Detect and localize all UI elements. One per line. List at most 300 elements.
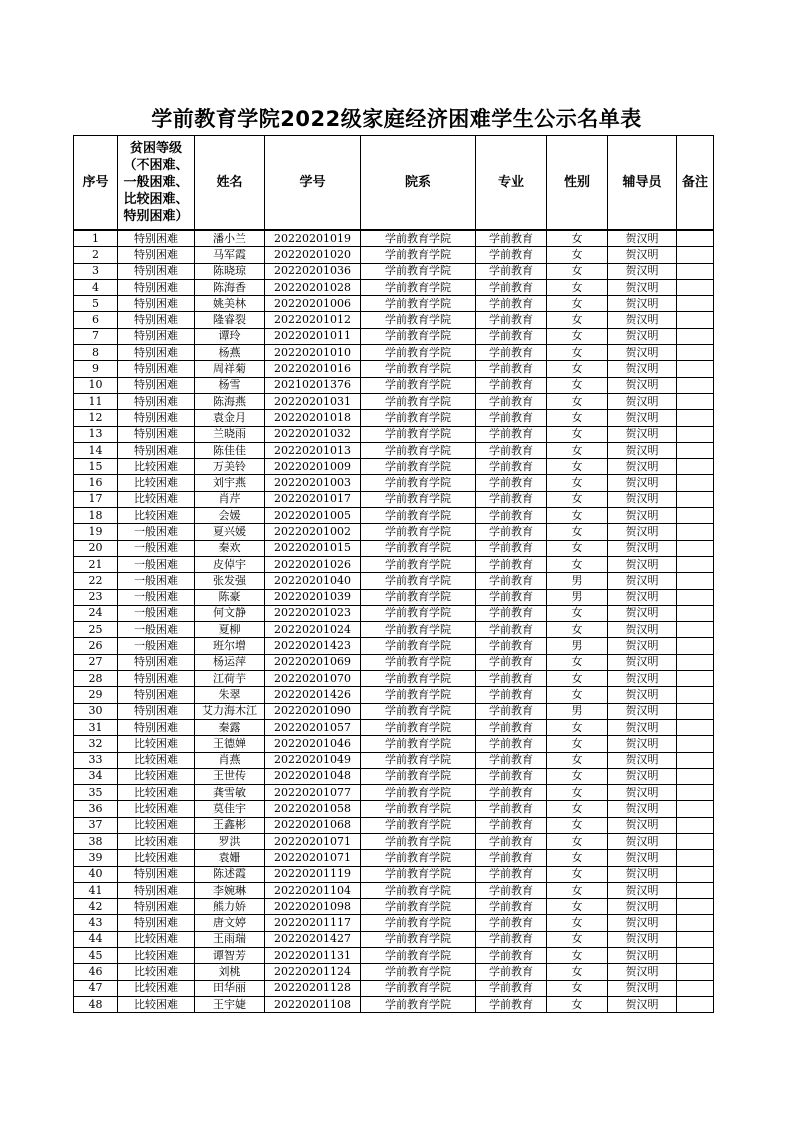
cell-name: 袁金月	[195, 410, 265, 426]
cell-department: 学前教育学院	[361, 785, 476, 801]
cell-poverty-level: 比较困难	[118, 996, 195, 1012]
cell-index: 17	[74, 491, 118, 507]
table-row	[74, 524, 714, 540]
cell-major: 学前教育	[476, 377, 547, 393]
header-index: 序号	[74, 136, 118, 231]
table-row	[74, 508, 714, 524]
cell-counselor: 贺汉明	[608, 573, 677, 589]
cell-student-id: 20220201108	[265, 996, 361, 1012]
table-row	[74, 719, 714, 735]
cell-student-id: 20220201128	[265, 980, 361, 996]
cell-major: 学前教育	[476, 540, 547, 556]
cell-remarks	[677, 622, 714, 638]
table-row	[74, 654, 714, 670]
document-title: 学前教育学院2022级家庭经济困难学生公示名单表	[151, 107, 642, 131]
cell-name: 潘小兰	[195, 230, 265, 247]
cell-poverty-level: 特别困难	[118, 426, 195, 442]
cell-remarks	[677, 687, 714, 703]
cell-gender: 女	[547, 475, 608, 491]
cell-major: 学前教育	[476, 752, 547, 768]
cell-department: 学前教育学院	[361, 589, 476, 605]
cell-name: 王宇婕	[195, 996, 265, 1012]
table-row	[74, 491, 714, 507]
cell-department: 学前教育学院	[361, 980, 476, 996]
cell-poverty-level: 特别困难	[118, 719, 195, 735]
table-row	[74, 279, 714, 295]
cell-student-id: 20220201010	[265, 345, 361, 361]
cell-remarks	[677, 996, 714, 1012]
cell-counselor: 贺汉明	[608, 459, 677, 475]
cell-remarks	[677, 801, 714, 817]
cell-student-id: 20220201104	[265, 882, 361, 898]
cell-poverty-level: 一般困难	[118, 622, 195, 638]
cell-index: 8	[74, 345, 118, 361]
cell-major: 学前教育	[476, 279, 547, 295]
cell-remarks	[677, 948, 714, 964]
cell-major: 学前教育	[476, 817, 547, 833]
cell-department: 学前教育学院	[361, 410, 476, 426]
cell-gender: 女	[547, 524, 608, 540]
cell-student-id: 20210201376	[265, 377, 361, 393]
cell-major: 学前教育	[476, 459, 547, 475]
cell-counselor: 贺汉明	[608, 312, 677, 328]
cell-index: 2	[74, 247, 118, 263]
cell-gender: 女	[547, 752, 608, 768]
header-remarks: 备注	[677, 136, 714, 231]
cell-counselor: 贺汉明	[608, 247, 677, 263]
cell-department: 学前教育学院	[361, 296, 476, 312]
cell-major: 学前教育	[476, 703, 547, 719]
cell-student-id: 20220201068	[265, 817, 361, 833]
cell-counselor: 贺汉明	[608, 687, 677, 703]
cell-student-id: 20220201018	[265, 410, 361, 426]
cell-index: 11	[74, 393, 118, 409]
cell-department: 学前教育学院	[361, 491, 476, 507]
cell-index: 23	[74, 589, 118, 605]
cell-counselor: 贺汉明	[608, 801, 677, 817]
cell-major: 学前教育	[476, 491, 547, 507]
cell-major: 学前教育	[476, 931, 547, 947]
cell-name: 刘桃	[195, 964, 265, 980]
cell-name: 杨运萍	[195, 654, 265, 670]
cell-student-id: 20220201426	[265, 687, 361, 703]
table-row	[74, 540, 714, 556]
cell-index: 13	[74, 426, 118, 442]
cell-remarks	[677, 736, 714, 752]
cell-gender: 女	[547, 817, 608, 833]
cell-gender: 女	[547, 736, 608, 752]
cell-counselor: 贺汉明	[608, 296, 677, 312]
cell-student-id: 20220201026	[265, 556, 361, 572]
cell-department: 学前教育学院	[361, 768, 476, 784]
cell-poverty-level: 特别困难	[118, 882, 195, 898]
cell-gender: 男	[547, 703, 608, 719]
header-major: 专业	[476, 136, 547, 231]
table-row	[74, 703, 714, 719]
cell-counselor: 贺汉明	[608, 931, 677, 947]
cell-student-id: 20220201117	[265, 915, 361, 931]
cell-name: 熊力娇	[195, 899, 265, 915]
cell-counselor: 贺汉明	[608, 850, 677, 866]
cell-poverty-level: 一般困难	[118, 524, 195, 540]
cell-counselor: 贺汉明	[608, 996, 677, 1012]
cell-gender: 女	[547, 410, 608, 426]
cell-index: 39	[74, 850, 118, 866]
cell-gender: 女	[547, 540, 608, 556]
cell-remarks	[677, 312, 714, 328]
cell-student-id: 20220201032	[265, 426, 361, 442]
cell-major: 学前教育	[476, 996, 547, 1012]
cell-student-id: 20220201423	[265, 638, 361, 654]
cell-poverty-level: 特别困难	[118, 915, 195, 931]
cell-poverty-level: 比较困难	[118, 833, 195, 849]
cell-department: 学前教育学院	[361, 817, 476, 833]
cell-name: 肖燕	[195, 752, 265, 768]
table-row	[74, 931, 714, 947]
cell-poverty-level: 一般困难	[118, 638, 195, 654]
cell-poverty-level: 比较困难	[118, 964, 195, 980]
cell-student-id: 20220201005	[265, 508, 361, 524]
cell-department: 学前教育学院	[361, 850, 476, 866]
cell-department: 学前教育学院	[361, 442, 476, 458]
cell-gender: 女	[547, 426, 608, 442]
cell-poverty-level: 特别困难	[118, 687, 195, 703]
cell-index: 21	[74, 556, 118, 572]
cell-counselor: 贺汉明	[608, 736, 677, 752]
cell-major: 学前教育	[476, 964, 547, 980]
table-row	[74, 230, 714, 247]
cell-gender: 女	[547, 377, 608, 393]
cell-poverty-level: 特别困难	[118, 377, 195, 393]
cell-remarks	[677, 556, 714, 572]
cell-poverty-level: 特别困难	[118, 247, 195, 263]
cell-name: 秦欢	[195, 540, 265, 556]
cell-poverty-level: 特别困难	[118, 442, 195, 458]
cell-counselor: 贺汉明	[608, 719, 677, 735]
cell-department: 学前教育学院	[361, 247, 476, 263]
cell-major: 学前教育	[476, 915, 547, 931]
cell-poverty-level: 一般困难	[118, 573, 195, 589]
cell-index: 33	[74, 752, 118, 768]
cell-gender: 女	[547, 328, 608, 344]
cell-department: 学前教育学院	[361, 230, 476, 247]
cell-gender: 女	[547, 345, 608, 361]
cell-index: 3	[74, 263, 118, 279]
table-row	[74, 752, 714, 768]
cell-index: 24	[74, 605, 118, 621]
cell-index: 10	[74, 377, 118, 393]
cell-name: 杨雪	[195, 377, 265, 393]
cell-major: 学前教育	[476, 589, 547, 605]
table-row	[74, 459, 714, 475]
cell-major: 学前教育	[476, 768, 547, 784]
cell-department: 学前教育学院	[361, 328, 476, 344]
cell-gender: 女	[547, 850, 608, 866]
cell-gender: 女	[547, 996, 608, 1012]
cell-counselor: 贺汉明	[608, 964, 677, 980]
cell-department: 学前教育学院	[361, 752, 476, 768]
table-row	[74, 393, 714, 409]
cell-poverty-level: 特别困难	[118, 328, 195, 344]
cell-gender: 女	[547, 964, 608, 980]
table-row	[74, 882, 714, 898]
cell-major: 学前教育	[476, 850, 547, 866]
table-row	[74, 850, 714, 866]
cell-gender: 女	[547, 296, 608, 312]
cell-student-id: 20220201013	[265, 442, 361, 458]
cell-remarks	[677, 377, 714, 393]
table-row	[74, 768, 714, 784]
cell-index: 43	[74, 915, 118, 931]
header-gender: 性别	[547, 136, 608, 231]
table-row	[74, 996, 714, 1012]
cell-major: 学前教育	[476, 393, 547, 409]
cell-poverty-level: 比较困难	[118, 459, 195, 475]
cell-remarks	[677, 671, 714, 687]
cell-counselor: 贺汉明	[608, 671, 677, 687]
cell-name: 兰晓雨	[195, 426, 265, 442]
cell-gender: 女	[547, 605, 608, 621]
cell-poverty-level: 特别困难	[118, 361, 195, 377]
table-row	[74, 377, 714, 393]
header-poverty-level: 贫困等级 （不困难、 一般困难、 比较困难、 特别困难）	[118, 136, 195, 231]
cell-major: 学前教育	[476, 361, 547, 377]
cell-remarks	[677, 703, 714, 719]
cell-department: 学前教育学院	[361, 654, 476, 670]
cell-counselor: 贺汉明	[608, 948, 677, 964]
cell-poverty-level: 特别困难	[118, 410, 195, 426]
cell-index: 42	[74, 899, 118, 915]
cell-remarks	[677, 866, 714, 882]
cell-name: 江荷芋	[195, 671, 265, 687]
cell-name: 王雨瑞	[195, 931, 265, 947]
cell-name: 李婉琳	[195, 882, 265, 898]
cell-student-id: 20220201071	[265, 850, 361, 866]
table-row	[74, 948, 714, 964]
cell-poverty-level: 一般困难	[118, 556, 195, 572]
cell-gender: 女	[547, 687, 608, 703]
cell-counselor: 贺汉明	[608, 491, 677, 507]
cell-name: 陈海香	[195, 279, 265, 295]
cell-remarks	[677, 850, 714, 866]
cell-name: 刘宇燕	[195, 475, 265, 491]
cell-student-id: 20220201040	[265, 573, 361, 589]
cell-counselor: 贺汉明	[608, 475, 677, 491]
cell-major: 学前教育	[476, 833, 547, 849]
cell-department: 学前教育学院	[361, 964, 476, 980]
cell-gender: 女	[547, 671, 608, 687]
cell-counselor: 贺汉明	[608, 605, 677, 621]
cell-student-id: 20220201036	[265, 263, 361, 279]
cell-name: 杨燕	[195, 345, 265, 361]
cell-department: 学前教育学院	[361, 703, 476, 719]
table-row	[74, 573, 714, 589]
cell-counselor: 贺汉明	[608, 540, 677, 556]
cell-student-id: 20220201039	[265, 589, 361, 605]
cell-poverty-level: 比较困难	[118, 475, 195, 491]
cell-remarks	[677, 752, 714, 768]
cell-index: 19	[74, 524, 118, 540]
cell-department: 学前教育学院	[361, 279, 476, 295]
cell-index: 48	[74, 996, 118, 1012]
cell-poverty-level: 特别困难	[118, 654, 195, 670]
cell-gender: 女	[547, 491, 608, 507]
cell-index: 30	[74, 703, 118, 719]
cell-counselor: 贺汉明	[608, 442, 677, 458]
cell-remarks	[677, 833, 714, 849]
cell-student-id: 20220201012	[265, 312, 361, 328]
cell-department: 学前教育学院	[361, 605, 476, 621]
cell-index: 34	[74, 768, 118, 784]
cell-major: 学前教育	[476, 556, 547, 572]
cell-name: 陈海燕	[195, 393, 265, 409]
cell-remarks	[677, 638, 714, 654]
cell-counselor: 贺汉明	[608, 899, 677, 915]
cell-department: 学前教育学院	[361, 622, 476, 638]
cell-department: 学前教育学院	[361, 882, 476, 898]
cell-name: 隆睿裂	[195, 312, 265, 328]
cell-name: 夏柳	[195, 622, 265, 638]
cell-student-id: 20220201031	[265, 393, 361, 409]
cell-name: 唐文婷	[195, 915, 265, 931]
cell-poverty-level: 比较困难	[118, 850, 195, 866]
cell-gender: 女	[547, 230, 608, 247]
cell-remarks	[677, 899, 714, 915]
cell-counselor: 贺汉明	[608, 768, 677, 784]
cell-remarks	[677, 540, 714, 556]
cell-index: 7	[74, 328, 118, 344]
cell-name: 王德婵	[195, 736, 265, 752]
cell-student-id: 20220201119	[265, 866, 361, 882]
cell-counselor: 贺汉明	[608, 817, 677, 833]
cell-name: 张发强	[195, 573, 265, 589]
cell-name: 秦露	[195, 719, 265, 735]
cell-index: 46	[74, 964, 118, 980]
cell-index: 35	[74, 785, 118, 801]
cell-department: 学前教育学院	[361, 833, 476, 849]
cell-gender: 男	[547, 589, 608, 605]
cell-department: 学前教育学院	[361, 996, 476, 1012]
cell-remarks	[677, 931, 714, 947]
cell-department: 学前教育学院	[361, 508, 476, 524]
cell-department: 学前教育学院	[361, 671, 476, 687]
cell-student-id: 20220201124	[265, 964, 361, 980]
cell-department: 学前教育学院	[361, 915, 476, 931]
cell-department: 学前教育学院	[361, 736, 476, 752]
cell-gender: 女	[547, 393, 608, 409]
cell-counselor: 贺汉明	[608, 785, 677, 801]
cell-student-id: 20220201023	[265, 605, 361, 621]
cell-major: 学前教育	[476, 345, 547, 361]
cell-department: 学前教育学院	[361, 524, 476, 540]
table-row	[74, 475, 714, 491]
cell-remarks	[677, 573, 714, 589]
cell-counselor: 贺汉明	[608, 410, 677, 426]
cell-gender: 女	[547, 801, 608, 817]
cell-major: 学前教育	[476, 899, 547, 915]
cell-gender: 女	[547, 719, 608, 735]
cell-counselor: 贺汉明	[608, 279, 677, 295]
cell-index: 12	[74, 410, 118, 426]
table-row	[74, 605, 714, 621]
cell-name: 肖芹	[195, 491, 265, 507]
cell-name: 万美铃	[195, 459, 265, 475]
cell-counselor: 贺汉明	[608, 328, 677, 344]
cell-gender: 女	[547, 459, 608, 475]
cell-name: 陈述霞	[195, 866, 265, 882]
cell-remarks	[677, 491, 714, 507]
cell-gender: 女	[547, 980, 608, 996]
cell-major: 学前教育	[476, 426, 547, 442]
cell-major: 学前教育	[476, 296, 547, 312]
cell-remarks	[677, 279, 714, 295]
cell-department: 学前教育学院	[361, 801, 476, 817]
table-row	[74, 263, 714, 279]
cell-gender: 女	[547, 915, 608, 931]
cell-name: 皮倬宇	[195, 556, 265, 572]
cell-index: 4	[74, 279, 118, 295]
cell-name: 龚雪敏	[195, 785, 265, 801]
cell-index: 29	[74, 687, 118, 703]
cell-gender: 女	[547, 442, 608, 458]
cell-index: 1	[74, 230, 118, 247]
cell-remarks	[677, 459, 714, 475]
cell-department: 学前教育学院	[361, 719, 476, 735]
cell-index: 47	[74, 980, 118, 996]
cell-counselor: 贺汉明	[608, 556, 677, 572]
cell-remarks	[677, 915, 714, 931]
table-row	[74, 801, 714, 817]
cell-student-id: 20220201015	[265, 540, 361, 556]
cell-major: 学前教育	[476, 801, 547, 817]
cell-poverty-level: 一般困难	[118, 540, 195, 556]
table-row	[74, 556, 714, 572]
cell-department: 学前教育学院	[361, 687, 476, 703]
cell-name: 朱翠	[195, 687, 265, 703]
cell-poverty-level: 一般困难	[118, 589, 195, 605]
cell-major: 学前教育	[476, 263, 547, 279]
cell-index: 5	[74, 296, 118, 312]
cell-student-id: 20220201131	[265, 948, 361, 964]
cell-name: 陈豪	[195, 589, 265, 605]
table-row	[74, 442, 714, 458]
cell-counselor: 贺汉明	[608, 638, 677, 654]
cell-counselor: 贺汉明	[608, 866, 677, 882]
cell-poverty-level: 一般困难	[118, 605, 195, 621]
cell-remarks	[677, 328, 714, 344]
cell-counselor: 贺汉明	[608, 230, 677, 247]
cell-student-id: 20220201017	[265, 491, 361, 507]
cell-counselor: 贺汉明	[608, 377, 677, 393]
cell-major: 学前教育	[476, 638, 547, 654]
cell-counselor: 贺汉明	[608, 426, 677, 442]
cell-remarks	[677, 345, 714, 361]
table-row	[74, 915, 714, 931]
cell-counselor: 贺汉明	[608, 654, 677, 670]
cell-department: 学前教育学院	[361, 573, 476, 589]
cell-index: 28	[74, 671, 118, 687]
cell-student-id: 20220201002	[265, 524, 361, 540]
cell-major: 学前教育	[476, 882, 547, 898]
table-row	[74, 671, 714, 687]
cell-department: 学前教育学院	[361, 638, 476, 654]
cell-index: 6	[74, 312, 118, 328]
table-row	[74, 426, 714, 442]
cell-poverty-level: 比较困难	[118, 948, 195, 964]
student-list-table	[73, 135, 714, 1013]
cell-name: 袁姗	[195, 850, 265, 866]
cell-major: 学前教育	[476, 687, 547, 703]
